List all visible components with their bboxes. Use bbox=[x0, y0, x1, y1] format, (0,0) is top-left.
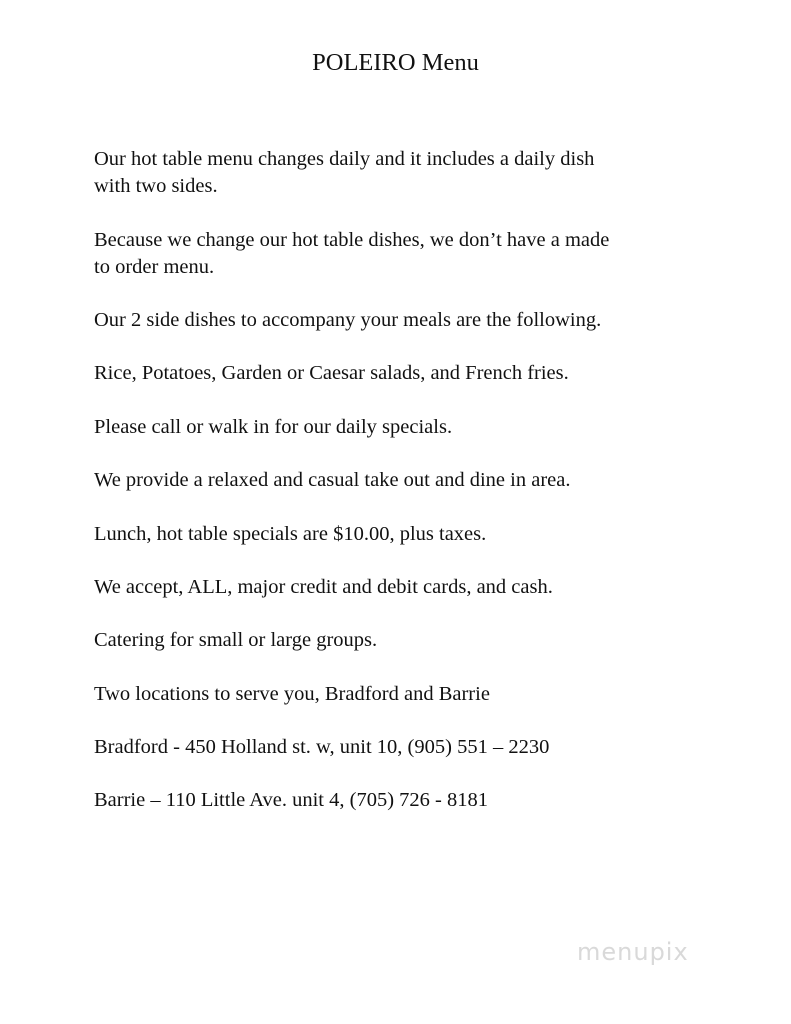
paragraph-side-dishes-list bbox=[94, 360, 704, 387]
paragraph-catering bbox=[94, 627, 704, 654]
paragraph-hot-table bbox=[94, 146, 704, 200]
paragraph-line: Our 2 side dishes to accompany your meals are the following. bbox=[94, 309, 602, 331]
paragraph-barrie-address bbox=[94, 787, 704, 814]
paragraph-line: Because we change our hot table dishes, we don’t have a made bbox=[94, 229, 610, 251]
paragraph-side-dishes-intro bbox=[94, 307, 704, 334]
menu-title: POLEIRO Menu bbox=[312, 49, 479, 76]
paragraph-payment bbox=[94, 574, 704, 601]
paragraph-line: to order menu. bbox=[94, 256, 215, 278]
paragraph-line: We accept, ALL, major credit and debit cards, and cash. bbox=[94, 576, 553, 598]
paragraph-line: Barrie – 110 Little Ave. unit 4, (705) 726 - 8181 bbox=[94, 789, 488, 811]
paragraph-line: Catering for small or large groups. bbox=[94, 629, 378, 651]
paragraph-dining-area bbox=[94, 467, 704, 494]
paragraph-line: with two sides. bbox=[94, 175, 218, 197]
paragraph-line: Our hot table menu changes daily and it includes a daily dish bbox=[94, 148, 595, 170]
paragraph-locations bbox=[94, 681, 704, 708]
paragraph-line: Bradford - 450 Holland st. w, unit 10, (905) 551 – 2230 bbox=[94, 736, 550, 758]
paragraph-line: Two locations to serve you, Bradford and Barrie bbox=[94, 683, 490, 705]
paragraph-lunch-price bbox=[94, 521, 704, 548]
paragraph-line: We provide a relaxed and casual take out and dine in area. bbox=[94, 469, 571, 491]
paragraph-daily-specials bbox=[94, 414, 704, 441]
paragraph-bradford-address bbox=[94, 734, 704, 761]
paragraph-no-made-to-order bbox=[94, 227, 704, 281]
paragraph-line: Please call or walk in for our daily specials. bbox=[94, 416, 453, 438]
menupix-watermark: menupix bbox=[577, 938, 689, 966]
paragraph-line: Lunch, hot table specials are $10.00, plus taxes. bbox=[94, 523, 487, 545]
paragraph-line: Rice, Potatoes, Garden or Caesar salads, and French fries. bbox=[94, 362, 569, 384]
